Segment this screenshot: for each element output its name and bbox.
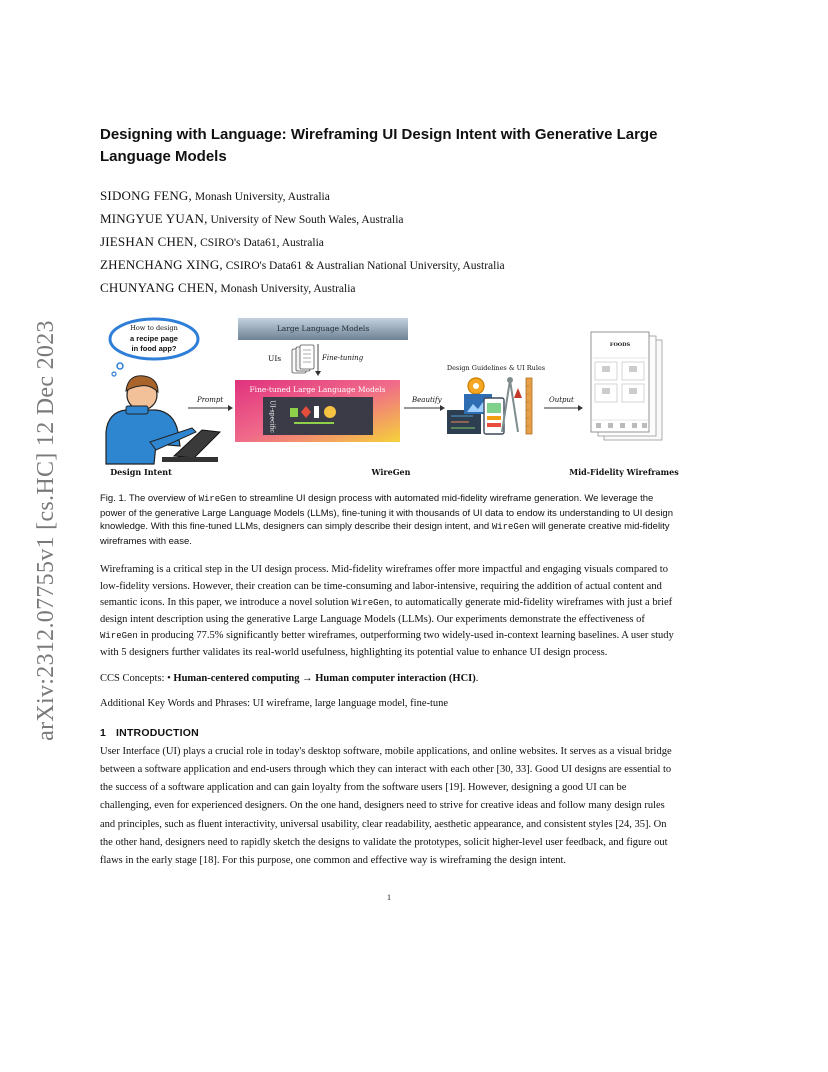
abstract-code: WireGen	[100, 631, 138, 642]
designer-illustration	[106, 376, 220, 464]
ui-phones-icon	[292, 345, 314, 373]
author-list	[100, 185, 680, 300]
ccs-suffix: .	[475, 672, 479, 684]
finetuned-llm-label: Fine-tuned Large Language Models	[249, 385, 386, 394]
abstract-code: WireGen	[351, 598, 390, 609]
arxiv-stamp	[26, 290, 66, 770]
ccs-prefix: CCS Concepts: •	[100, 672, 174, 684]
author-3	[100, 231, 680, 254]
page-number: 1	[387, 893, 391, 902]
author-5	[100, 277, 680, 300]
introduction-paragraph: User Interface (UI) plays a crucial role in today's desktop software, mobile applications, and online websites. It serves as a visual bridge between a software application and end-users through which they can interact with each other [30, 33]. Good UI designs are essential to the success of a software application and can gain loyalty from the software users [19]. However, designing a good UI can be challenging, even for experienced designers. On the one hand, designers need to strive for creative ideas and follow many design rules and principles, such as fluent interactivity, universal usability, clear readability, aesthetic appearance, and consistent styles [24, 35]. On the other hand, designers need to rapidly sketch the designs to validate the prototypes, solicit higher-level user feedback, and figure out flaws in the early stage [18]. For this purpose, one common and effective way is wireframing the design intent.	[100, 745, 672, 867]
finetuned-inner-label: UI-specific	[268, 400, 276, 433]
llm-label: Large Language Models	[276, 324, 370, 333]
finetuning-label: Fine-tuning	[322, 354, 364, 362]
caption-code: WireGen	[198, 494, 237, 504]
author-affiliation: University of New South Wales, Australia	[207, 214, 404, 226]
section-heading	[100, 727, 680, 739]
author-name: CHUNYANG CHEN,	[100, 280, 218, 295]
wireframe-header: FOODS	[609, 342, 631, 348]
caption-code: WireGen	[491, 522, 530, 532]
paper-title: Designing with Language: Wireframing UI Design Intent with Generative Large Language Models	[100, 126, 658, 165]
author-name: JIESHAN CHEN,	[100, 234, 198, 249]
author-affiliation: Monash University, Australia	[217, 283, 356, 295]
author-4	[100, 254, 680, 277]
wireframe-stack	[591, 332, 662, 440]
design-intent-label: Design Intent	[110, 467, 172, 477]
keywords: Additional Key Words and Phrases: UI wireframe, large language model, fine-tune	[100, 697, 449, 709]
author-1	[100, 185, 680, 208]
caption-text: will generate creative mid-fidelity wireframes with ease.	[100, 521, 670, 547]
author-name: ZHENCHANG XING,	[100, 257, 223, 272]
bubble-line-1: How to design	[130, 324, 178, 332]
author-affiliation: CSIRO's Data61 & Australian National University, Australia	[222, 260, 505, 272]
abstract-text: Wireframing is a critical step in the UI design process. Mid-fidelity wireframes offer more impactful and engaging visuals compared to low-fidelity versions. However, their creation can be time-consuming and labor-intensive, requiring the addition of actual content and semantic icons. In this paper, we introduce a novel solution	[100, 564, 668, 609]
author-affiliation: Monash University, Australia	[191, 191, 330, 203]
overview-figure	[100, 316, 680, 486]
author-name: MINGYUE YUAN,	[100, 211, 208, 226]
guidelines-label: Design Guidelines & UI Rules	[446, 364, 546, 372]
ccs-concept: Human-centered computing → Human computer interaction (HCI)	[173, 672, 476, 684]
figure-caption	[100, 492, 680, 548]
design-guidelines-illustration	[447, 377, 532, 434]
arxiv-identifier: arXiv:2312.07755v1 [cs.HC] 12 Dec 2023	[32, 319, 59, 741]
output-label: Output	[549, 396, 574, 404]
beautify-label: Beautify	[412, 396, 442, 404]
uis-label: UIs	[268, 354, 282, 363]
wireframes-label: Mid-Fidelity Wireframes	[569, 467, 679, 477]
author-name: SIDONG FENG,	[100, 188, 192, 203]
caption-text: Fig. 1. The overview of	[100, 493, 199, 504]
section-number: 1	[100, 726, 107, 739]
author-2	[100, 208, 680, 231]
abstract-text: in producing 77.5% significantly better wireframes, outperforming two widely-used in-context learning baselines. A user study with 5 designers further validates its real-world usefulness, highlighting its potential value to enhance UI design process.	[100, 630, 674, 658]
caption-text: to streamline UI design process with automated mid-fidelity wireframe generation. We leverage the power of the generative Large Language Models (LLMs), fine-tuning it with thousands of UI data to endow its understanding to UI design knowledge. With this fine-tuned LLMs, designers can simply describe their design intent, and	[100, 493, 673, 532]
bubble-line-2: a recipe page	[130, 334, 178, 343]
section-title: INTRODUCTION	[116, 726, 199, 739]
paper-content	[100, 124, 680, 871]
wiregen-label: WireGen	[371, 467, 411, 477]
ccs-concepts	[100, 671, 680, 687]
prompt-label: Prompt	[197, 396, 224, 404]
abstract	[100, 562, 680, 662]
bubble-line-3: in food app?	[131, 344, 177, 353]
abstract-text: , to automatically generate mid-fidelity wireframes with just a brief design intent description using the generative Large Language Models (LLMs). Our experiments demonstrate the effectiveness of	[100, 597, 673, 625]
author-affiliation: CSIRO's Data61, Australia	[197, 237, 324, 249]
